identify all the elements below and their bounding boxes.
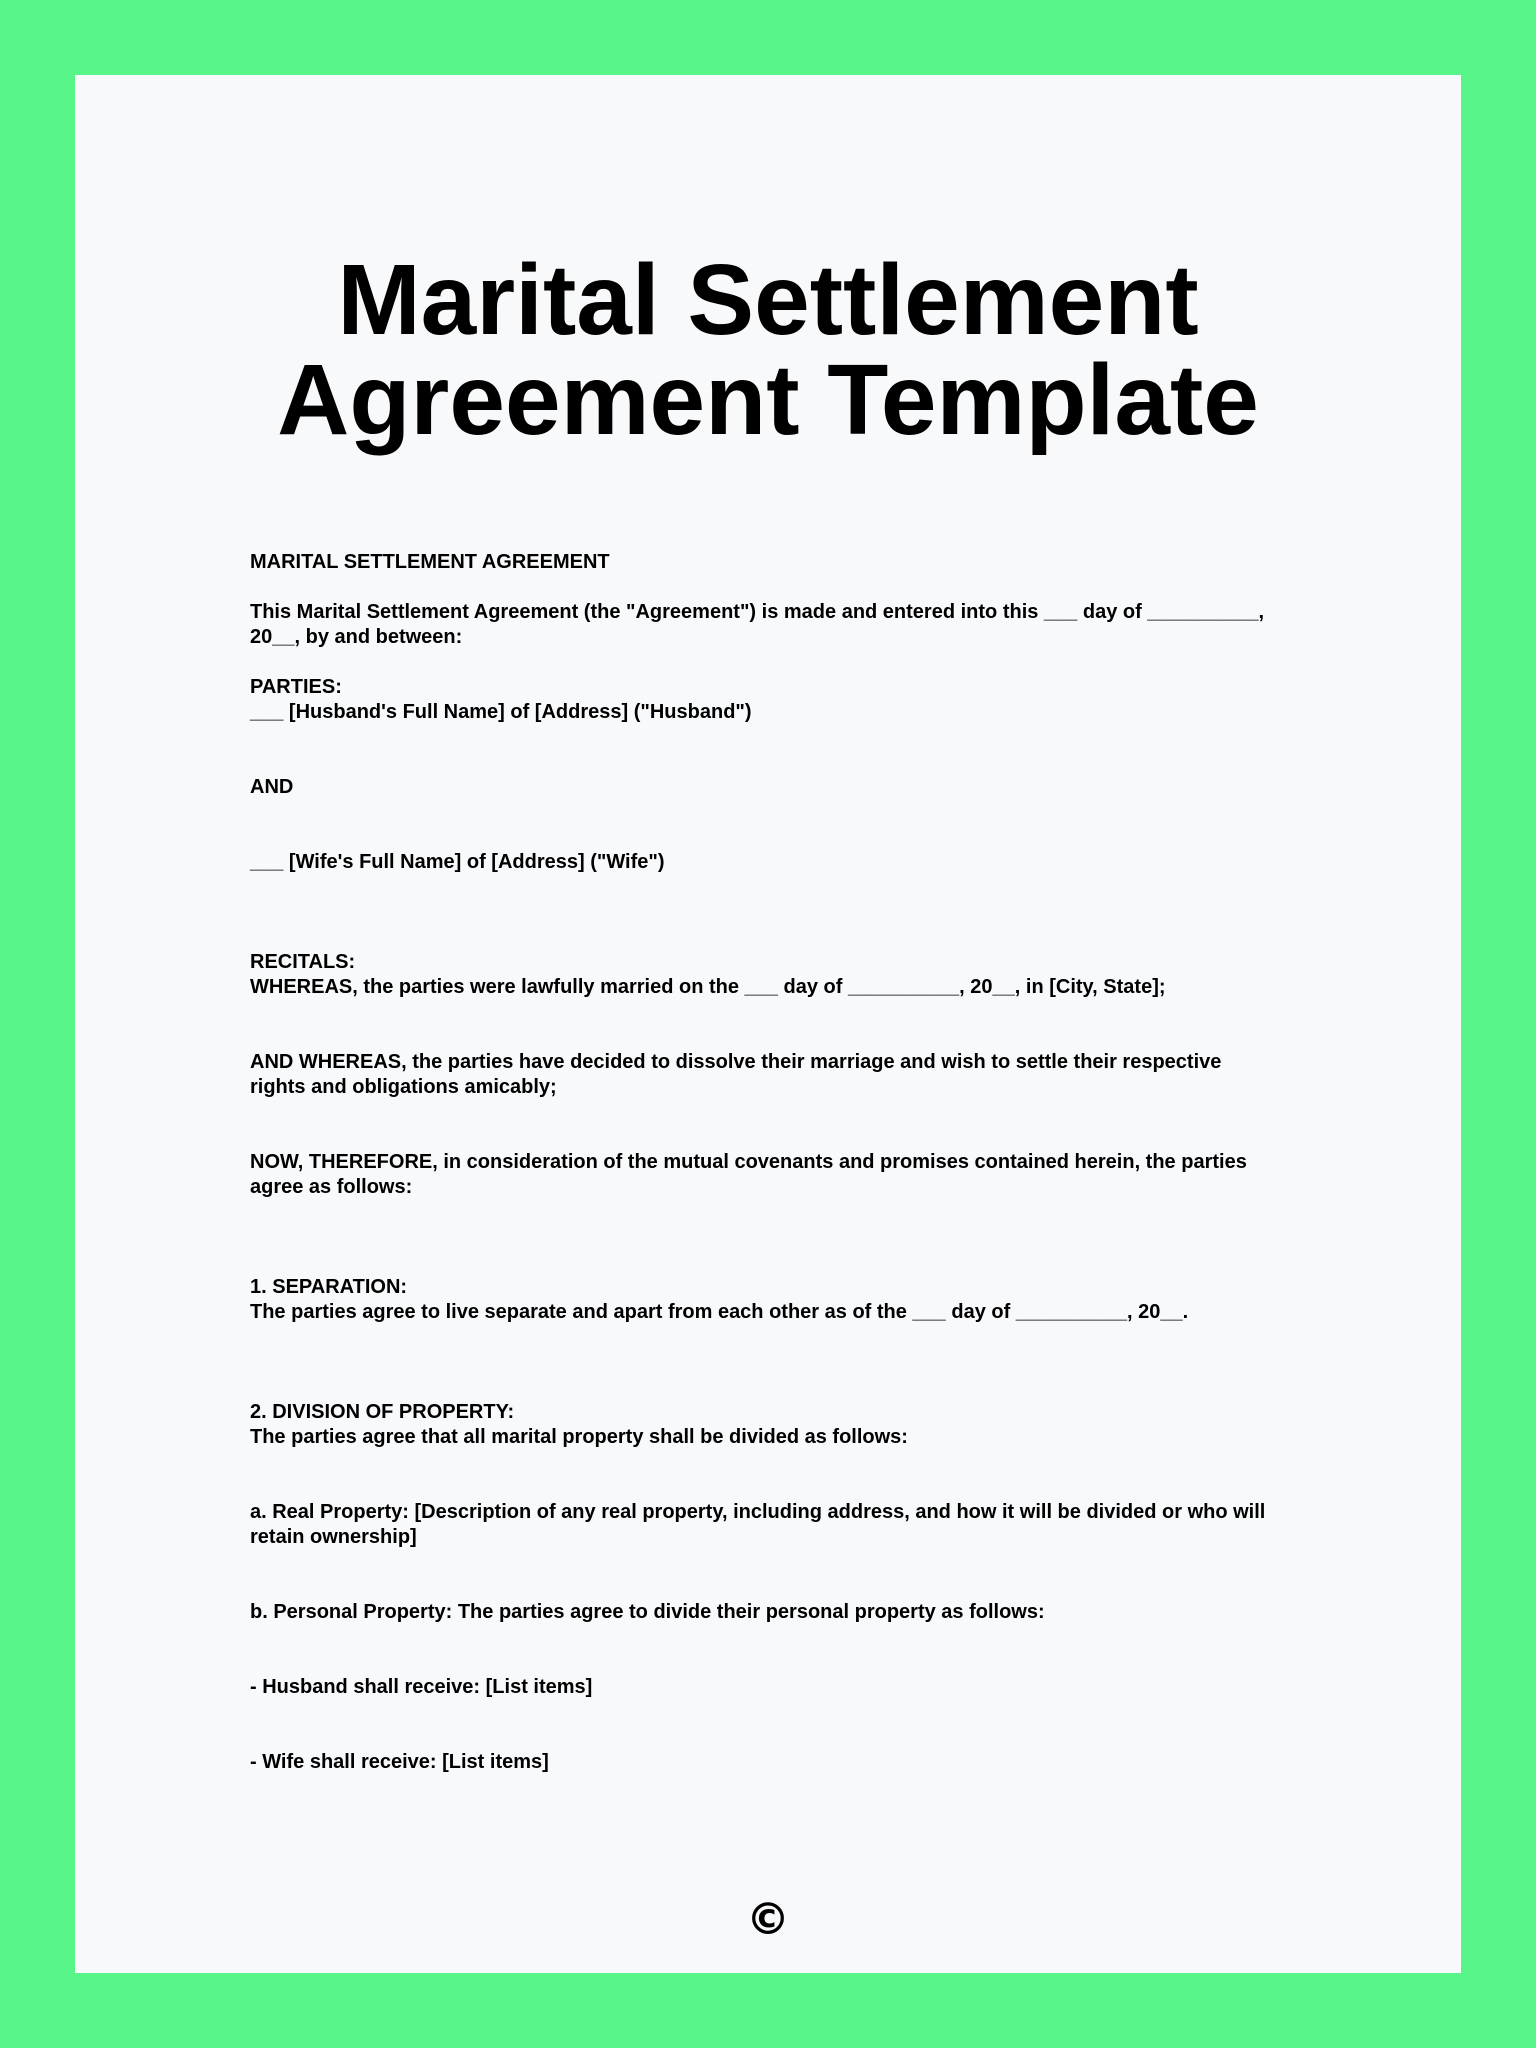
whereas-dissolve — [250, 1050, 1330, 1100]
now-therefore-line-1: NOW, THEREFORE, in consideration of the mutual covenants and promises contained herein, the parties — [250, 1151, 1247, 1173]
husband-line: ___ [Husband's Full Name] of [Address] ("Husband") — [250, 701, 752, 723]
whereas-dissolve-line-2: rights and obligations amicably; — [250, 1076, 557, 1098]
recitals-block — [250, 950, 1330, 1000]
recitals-label: RECITALS: — [250, 951, 356, 973]
title-line-2: Agreement Template — [277, 344, 1259, 456]
section-1-title: 1. SEPARATION: — [250, 1276, 408, 1298]
parties-block — [250, 675, 1330, 725]
section-separation — [250, 1275, 1330, 1325]
real-property-line-1: a. Real Property: [Description of any real property, including address, and how it will be divided or who will — [250, 1501, 1266, 1523]
now-therefore — [250, 1150, 1330, 1200]
title-line-1: Marital Settlement — [337, 244, 1199, 356]
personal-property: b. Personal Property: The parties agree to divide their personal property as follows: — [250, 1601, 1045, 1623]
real-property — [250, 1500, 1330, 1550]
intro-paragraph — [250, 600, 1330, 650]
and-label: AND — [250, 776, 294, 798]
whereas-dissolve-line-1: AND WHEREAS, the parties have decided to dissolve their marriage and wish to settle their respective — [250, 1051, 1222, 1073]
parties-label: PARTIES: — [250, 676, 342, 698]
agreement-heading: MARITAL SETTLEMENT AGREEMENT — [250, 551, 610, 573]
document-title — [75, 244, 1461, 456]
husband-receives: - Husband shall receive: [List items] — [250, 1676, 593, 1698]
section-1-text: The parties agree to live separate and apart from each other as of the ___ day of __________, 20__. — [250, 1301, 1189, 1323]
wife-line: ___ [Wife's Full Name] of [Address] ("Wife") — [250, 851, 665, 873]
intro-line-1: This Marital Settlement Agreement (the "Agreement") is made and entered into this ___ day of __________, — [250, 601, 1265, 623]
now-therefore-line-2: agree as follows: — [250, 1176, 413, 1198]
wife-receives: - Wife shall receive: [List items] — [250, 1751, 549, 1773]
section-2-title: 2. DIVISION OF PROPERTY: — [250, 1401, 515, 1423]
document-page — [75, 75, 1461, 1973]
section-2-text: The parties agree that all marital property shall be divided as follows: — [250, 1426, 908, 1448]
section-division-of-property — [250, 1400, 1330, 1450]
real-property-line-2: retain ownership] — [250, 1526, 417, 1548]
whereas-married: WHEREAS, the parties were lawfully married on the ___ day of __________, 20__, in [City, State]; — [250, 976, 1166, 998]
copyright-icon: © — [746, 1894, 790, 1945]
intro-line-2: 20__, by and between: — [250, 626, 463, 648]
